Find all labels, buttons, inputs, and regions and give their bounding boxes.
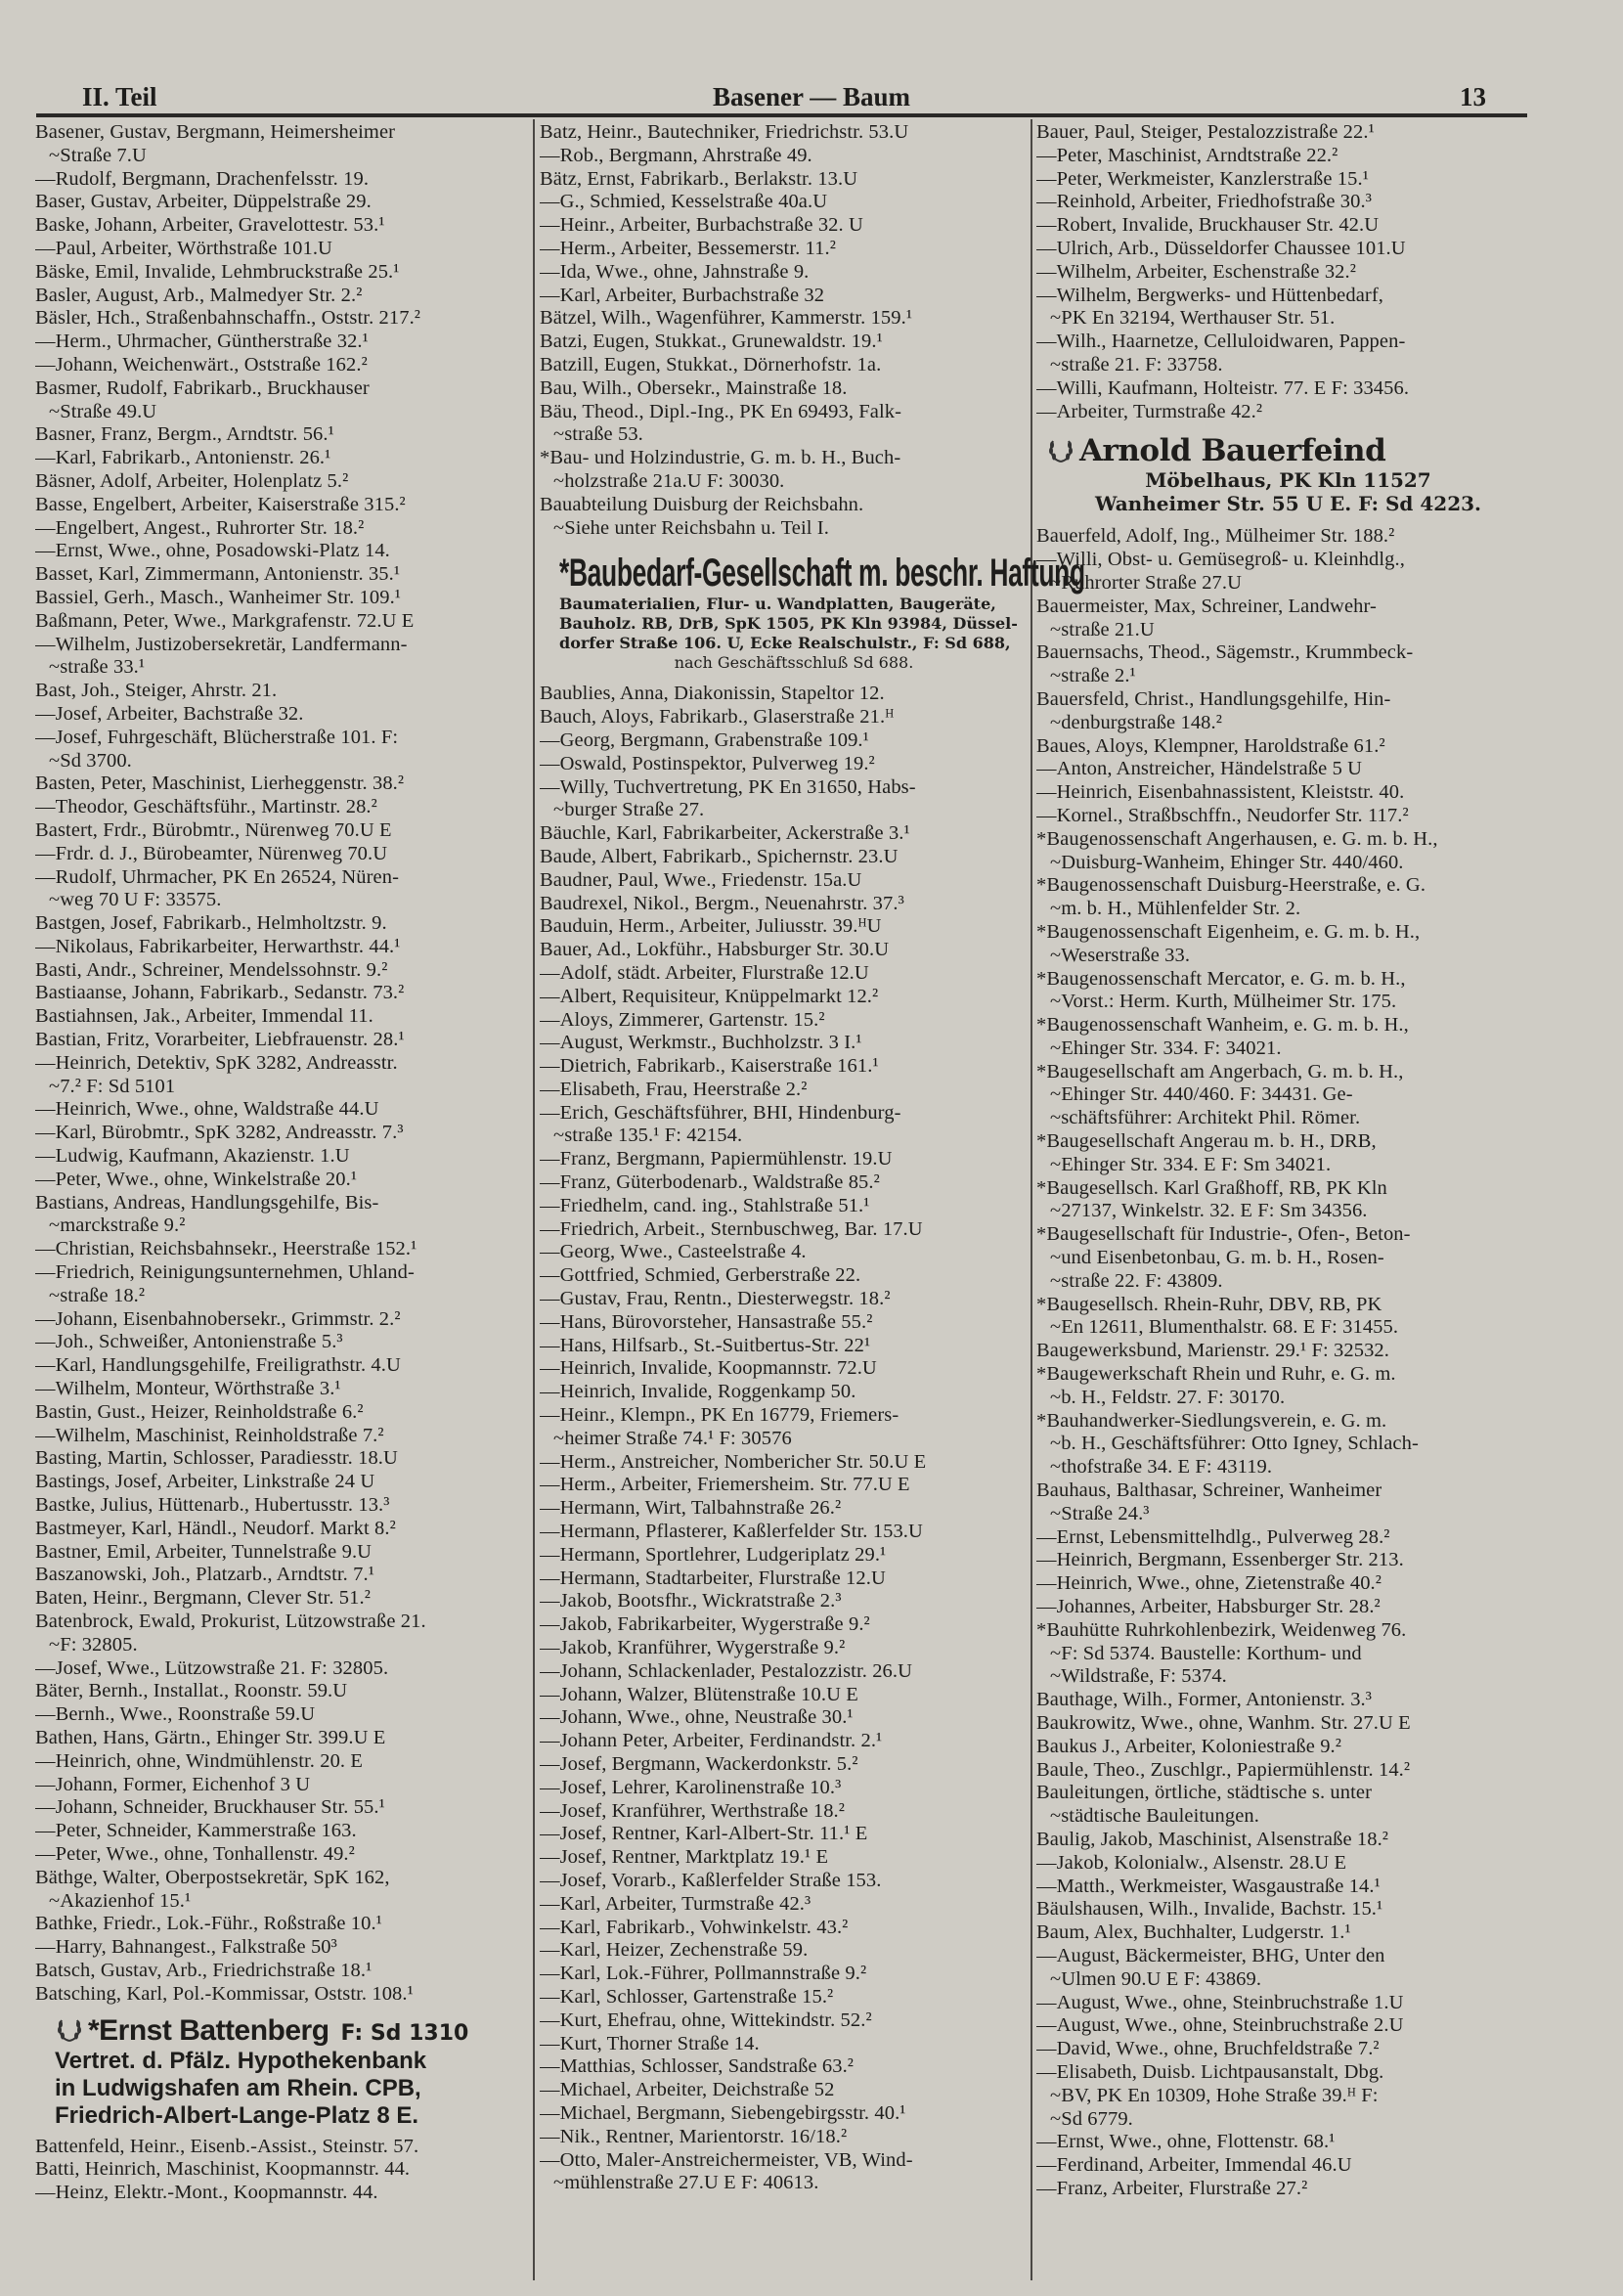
directory-entry: *Baugenossenschaft Wanheim, e. G. m. b. H., — [1036, 1014, 1409, 1037]
directory-entry: —Nik., Rentner, Marientorstr. 16/18.² — [540, 2125, 848, 2147]
directory-entry: —Elisabeth, Duisb. Lichtpausanstalt, Dbg. — [1036, 2060, 1384, 2083]
directory-entry: —Franz, Güterbodenarb., Waldstraße 85.² — [540, 1171, 880, 1194]
directory-entry: *Baugenossenschaft Angerhausen, e. G. m. b. H., — [1036, 827, 1438, 850]
directory-entry: Baukus J., Arbeiter, Koloniestraße 9.² — [1036, 1735, 1342, 1757]
directory-entry: —Rob., Bergmann, Ahrstraße 49. — [540, 144, 812, 166]
entry-continuation: ~Duisburg-Wanheim, Ehinger Str. 440/460. — [1050, 851, 1404, 873]
directory-entry: —Engelbert, Angest., Ruhrorter Str. 18.² — [35, 516, 365, 539]
ad-title: Arnold Bauerfeind — [1079, 433, 1386, 469]
directory-entry: —Hermann, Stadtarbeiter, Flurstraße 12.U — [540, 1567, 886, 1589]
ad-text-line: Friedrich-Albert-Lange-Platz 8 E. — [55, 2101, 419, 2129]
directory-entry: Basener, Gustav, Bergmann, Heimersheimer — [35, 121, 396, 143]
directory-entry: —Josef, Lehrer, Karolinenstraße 10.³ — [540, 1776, 842, 1798]
directory-entry: —Franz, Bergmann, Papiermühlenstr. 19.U — [540, 1148, 893, 1170]
directory-entry: —Rudolf, Bergmann, Drachenfelsstr. 19. — [35, 167, 370, 190]
directory-entry: Bastner, Emil, Arbeiter, Tunnelstraße 9.U — [35, 1540, 373, 1563]
directory-entry: —Herm., Anstreicher, Nombericher Str. 50.U E — [540, 1450, 927, 1473]
directory-entry: —Friedrich, Reinigungsunternehmen, Uhland- — [35, 1261, 415, 1284]
directory-entry: —Peter, Wwe., ohne, Winkelstraße 20.¹ — [35, 1168, 358, 1190]
entry-continuation: ~BV, PK En 10309, Hohe Straße 39.ᴴ F: — [1050, 2084, 1379, 2106]
ad-title-row — [1046, 433, 1530, 468]
directory-entry: Baum, Alex, Buchhalter, Ludgerstr. 1.¹ — [1036, 1921, 1351, 1944]
directory-entry: —Friedhelm, cand. ing., Stahlstraße 51.¹ — [540, 1194, 870, 1216]
directory-entry: Bastiahnsen, Jak., Arbeiter, Immendal 11. — [35, 1005, 373, 1028]
ad-phone: F: Sd 1310 — [340, 2020, 469, 2046]
column-3 — [1036, 121, 1530, 2201]
directory-entry: —Ulrich, Arb., Düsseldorfer Chaussee 101.U — [1036, 237, 1406, 259]
entry-continuation: ~Ehinger Str. 440/460. F: 34431. Ge- — [1050, 1083, 1353, 1106]
ad-text-line: Möbelhaus, PK Kln 11527 — [1145, 468, 1431, 493]
entry-continuation: ~b. H., Geschäftsführer: Otto Igney, Schlach- — [1050, 1433, 1419, 1455]
directory-entry: —Karl, Heizer, Zechenstraße 59. — [540, 1939, 809, 1962]
directory-entry: Battenfeld, Heinr., Eisenb.-Assist., Steinstr. 57. — [35, 2135, 419, 2157]
wreath-icon — [55, 2014, 84, 2044]
directory-entry: Baukrowitz, Wwe., ohne, Wanhm. Str. 27.U E — [1036, 1712, 1411, 1734]
directory-entry: Bauch, Aloys, Fabrikarb., Glaserstraße 21.ᴴ — [540, 706, 895, 729]
directory-entry: —Jakob, Bootsfhr., Wickratstraße 2.³ — [540, 1590, 842, 1612]
entry-continuation: ~PK En 32194, Werthauser Str. 51. — [1050, 307, 1336, 330]
directory-entry: Baulig, Jakob, Maschinist, Alsenstraße 18.² — [1036, 1828, 1389, 1850]
directory-entry: —Ernst, Wwe., ohne, Flottenstr. 68.¹ — [1036, 2131, 1336, 2153]
directory-entry: Bäulshausen, Wilh., Invalide, Bachstr. 15.¹ — [1036, 1898, 1383, 1921]
directory-entry: Bastmeyer, Karl, Händl., Neudorf. Markt 8.² — [35, 1517, 396, 1539]
directory-entry: —Kornel., Straßbschffn., Neudorfer Str. 117.² — [1036, 804, 1409, 826]
directory-entry: Baude, Albert, Fabrikarb., Spichernstr. 23.U — [540, 845, 899, 867]
directory-entry: —Ferdinand, Arbeiter, Immendal 46.U — [1036, 2154, 1352, 2177]
directory-entry: *Baugesellschaft Angerau m. b. H., DRB, — [1036, 1130, 1377, 1153]
directory-entry: —Karl, Fabrikarb., Vohwinkelstr. 43.² — [540, 1916, 849, 1938]
entry-continuation: ~Akazienhof 15.¹ — [49, 1889, 192, 1912]
directory-entry: —August, Bäckermeister, BHG, Unter den — [1036, 1944, 1385, 1966]
entry-continuation: ~und Eisenbetonbau, G. m. b. H., Rosen- — [1050, 1247, 1384, 1269]
entry-continuation: ~denburgstraße 148.² — [1050, 711, 1222, 733]
directory-entry: Bauermeister, Max, Schreiner, Landwehr- — [1036, 595, 1377, 617]
ad-text-line: dorfer Straße 106. U, Ecke Realschulstr., F: Sd 688, — [559, 634, 1011, 653]
directory-entry: Bauduin, Herm., Arbeiter, Juliusstr. 39.ᴴU — [540, 915, 882, 938]
header-rule — [36, 113, 1527, 117]
directory-entry: Basmer, Rudolf, Fabrikarb., Bruckhauser — [35, 376, 370, 399]
directory-entry: Bäthge, Walter, Oberpostsekretär, SpK 162, — [35, 1866, 390, 1888]
entry-continuation: ~Weserstraße 33. — [1050, 944, 1191, 966]
directory-entry: Bäter, Bernh., Installat., Roonstr. 59.U — [35, 1680, 348, 1702]
directory-entry: Baudrexel, Nikol., Bergm., Neuenahrstr. 37.³ — [540, 892, 904, 914]
directory-entry: Bauabteilung Duisburg der Reichsbahn. — [540, 493, 864, 515]
entry-continuation: ~burger Straße 27. — [553, 799, 705, 821]
directory-entry: —Peter, Maschinist, Arndtstraße 22.² — [1036, 144, 1338, 166]
directory-entry: Baßmann, Peter, Wwe., Markgrafenstr. 72.U E — [35, 609, 415, 632]
entry-continuation: ~weg 70 U F: 33575. — [49, 889, 222, 911]
entry-continuation: ~Straße 7.U — [49, 144, 147, 166]
directory-entry: —August, Werkmstr., Buchholzstr. 3 I.¹ — [540, 1032, 862, 1054]
entry-continuation: ~marckstraße 9.² — [49, 1214, 186, 1237]
directory-entry: —Otto, Maler-Anstreichermeister, VB, Wind- — [540, 2148, 913, 2171]
directory-entry: —Dietrich, Fabrikarb., Kaiserstraße 161.¹ — [540, 1055, 879, 1078]
ad-text-line: Bauholz. RB, DrB, SpK 1505, PK Kln 93984, Düssel- — [559, 614, 1018, 634]
directory-entry: —Herm., Arbeiter, Friemersheim. Str. 77.U E — [540, 1474, 910, 1496]
ad-text-line: Baumaterialien, Flur- u. Wandplatten, Baugeräte, — [559, 595, 996, 614]
directory-entry: Bätz, Ernst, Fabrikarb., Berlakstr. 13.U — [540, 167, 858, 190]
entry-continuation: ~straße 2.¹ — [1050, 665, 1136, 687]
directory-entry: —Heinrich, Eisenbahnassistent, Kleiststr. 40. — [1036, 781, 1405, 804]
entry-continuation: ~Wildstraße, F: 5374. — [1050, 1665, 1227, 1688]
entry-continuation: ~Straße 49.U — [49, 400, 157, 422]
entry-continuation: ~straße 22. F: 43809. — [1050, 1269, 1223, 1292]
directory-entry: —Kurt, Ehefrau, ohne, Wittekindstr. 52.² — [540, 2009, 872, 2031]
directory-entry: —Johann, Eisenbahnobersekr., Grimmstr. 2.² — [35, 1307, 401, 1330]
directory-entry: —Johann, Walzer, Blütenstraße 10.U E — [540, 1683, 858, 1705]
directory-entry: Bastert, Frdr., Bürobmtr., Nürenweg 70.U E — [35, 818, 392, 841]
directory-entry: Basting, Martin, Schlosser, Paradiesstr. 18.U — [35, 1447, 398, 1470]
directory-entry: —Hans, Bürovorsteher, Hansastraße 55.² — [540, 1310, 873, 1333]
directory-entry: —Theodor, Geschäftsführ., Martinstr. 28.² — [35, 796, 377, 818]
directory-entry: —Hermann, Pflasterer, Kaßlerfelder Str. 153.U — [540, 1521, 923, 1543]
entry-continuation: ~mühlenstraße 27.U E F: 40613. — [553, 2172, 819, 2194]
directory-entry: —Peter, Werkmeister, Kanzlerstraße 15.¹ — [1036, 167, 1369, 190]
directory-entry: —Michael, Arbeiter, Deichstraße 52 — [540, 2079, 835, 2101]
directory-entry: —Karl, Arbeiter, Turmstraße 42.³ — [540, 1892, 812, 1915]
entry-continuation: ~Siehe unter Reichsbahn u. Teil I. — [553, 516, 829, 539]
directory-entry: Baublies, Anna, Diakonissin, Stapeltor 12. — [540, 683, 885, 705]
ad-text-line: Wanheimer Str. 55 U E. F: Sd 4223. — [1095, 492, 1481, 516]
entry-continuation: ~straße 18.² — [49, 1284, 146, 1306]
directory-entry: —Josef, Rentner, Marktplatz 19.¹ E — [540, 1846, 829, 1869]
directory-entry: —Ernst, Wwe., ohne, Posadowski-Platz 14. — [35, 540, 390, 562]
directory-entry: —Wilh., Haarnetze, Celluloidwaren, Pappen- — [1036, 331, 1406, 353]
directory-entry: Batsching, Karl, Pol.-Kommissar, Oststr. 108.¹ — [35, 1982, 414, 2005]
directory-entry: —Frdr. d. J., Bürobeamter, Nürenweg 70.U — [35, 842, 388, 864]
directory-entry: —Albert, Requisiteur, Knüppelmarkt 12.² — [540, 985, 879, 1007]
directory-entry: —Wilhelm, Arbeiter, Eschenstraße 32.² — [1036, 260, 1356, 283]
directory-entry: *Baugenossenschaft Mercator, e. G. m. b. H., — [1036, 967, 1406, 990]
directory-entry: Bauernsachs, Theod., Sägemstr., Krummbeck- — [1036, 641, 1414, 664]
directory-entry: —Karl, Schlosser, Gartenstraße 15.² — [540, 1985, 834, 2008]
directory-entry: —Johann, Weichenwärt., Oststraße 162.² — [35, 353, 368, 375]
part-label: II. Teil — [82, 82, 157, 111]
directory-entry: Batzi, Eugen, Stukkat., Grunewaldstr. 19.¹ — [540, 331, 883, 353]
directory-entry: —Heinrich, Bergmann, Essenberger Str. 213. — [1036, 1549, 1404, 1571]
column-divider — [1031, 119, 1032, 2280]
directory-entry: Batz, Heinr., Bautechniker, Friedrichstr. 53.U — [540, 121, 909, 143]
directory-entry: Baten, Heinr., Bergmann, Clever Str. 51.² — [35, 1587, 371, 1610]
directory-entry: —Adolf, städt. Arbeiter, Flurstraße 12.U — [540, 961, 869, 984]
entry-continuation: ~Vorst.: Herm. Kurth, Mülheimer Str. 175. — [1050, 991, 1397, 1013]
directory-entry: *Baugesellschaft für Industrie-, Ofen-, Beton- — [1036, 1223, 1411, 1246]
entry-continuation: ~F: Sd 5374. Baustelle: Korthum- und — [1050, 1642, 1362, 1664]
directory-entry: Basse, Engelbert, Arbeiter, Kaiserstraße 315.² — [35, 493, 406, 515]
directory-entry: Bauleitungen, örtliche, städtische s. unter — [1036, 1782, 1373, 1804]
entry-continuation: ~m. b. H., Mühlenfelder Str. 2. — [1050, 898, 1301, 920]
baubedarf-advertisement — [540, 540, 1085, 683]
entry-continuation: ~Ehinger Str. 334. F: 34021. — [1050, 1037, 1282, 1059]
directory-entry: —Hermann, Sportlehrer, Ludgeriplatz 29.¹ — [540, 1543, 887, 1566]
ad-footer: nach Geschäftsschluß Sd 688. — [674, 653, 914, 673]
directory-entry: —Matth., Werkmeister, Wasgaustraße 14.¹ — [1036, 1875, 1381, 1897]
directory-entry: —Peter, Schneider, Kammerstraße 163. — [35, 1820, 357, 1842]
directory-entry: —Harry, Bahnangest., Falkstraße 50³ — [35, 1936, 337, 1959]
directory-entry: —Johann, Schneider, Bruckhauser Str. 55.¹ — [35, 1796, 385, 1819]
entry-continuation: ~Straße 24.³ — [1050, 1502, 1150, 1524]
directory-entry: —Jakob, Kolonialw., Alsenstr. 28.U E — [1036, 1851, 1347, 1874]
entry-continuation: ~27137, Winkelstr. 32. E F: Sm 34356. — [1050, 1200, 1368, 1222]
entry-continuation: ~Ruhrorter Straße 27.U — [1050, 571, 1243, 594]
directory-entry: —Paul, Arbeiter, Wörthstraße 101.U — [35, 237, 332, 259]
directory-entry: —Herm., Arbeiter, Bessemerstr. 11.² — [540, 237, 836, 259]
ad-text-line: Vertret. d. Pfälz. Hypothekenbank — [55, 2047, 427, 2074]
directory-entry: Bäske, Emil, Invalide, Lehmbruckstraße 25.¹ — [35, 260, 400, 283]
battenberg-advertisement — [35, 2007, 529, 2136]
directory-entry: —Jakob, Kranführer, Wygerstraße 9.² — [540, 1637, 846, 1659]
directory-entry: *Bauhütte Ruhrkohlenbezirk, Weidenweg 76. — [1036, 1618, 1407, 1641]
directory-entry: —Aloys, Zimmerer, Gartenstr. 15.² — [540, 1008, 825, 1031]
directory-entry: Batzill, Eugen, Stukkat., Dörnerhofstr. 1a. — [540, 353, 882, 375]
directory-entry: —Wilhelm, Justizobersekretär, Landfermann- — [35, 633, 408, 655]
entry-continuation: ~F: 32805. — [49, 1633, 138, 1656]
directory-entry: —Josef, Arbeiter, Bachstraße 32. — [35, 702, 304, 725]
directory-entry: Bassiel, Gerh., Masch., Wanheimer Str. 109.¹ — [35, 586, 402, 608]
directory-entry: —Karl, Lok.-Führer, Pollmannstraße 9.² — [540, 1963, 867, 1985]
directory-entry: Batti, Heinrich, Maschinist, Koopmannstr. 44. — [35, 2158, 411, 2181]
directory-entry: Bau, Wilh., Obersekr., Mainstraße 18. — [540, 376, 848, 399]
directory-entry: —Ida, Wwe., ohne, Jahnstraße 9. — [540, 260, 810, 283]
ad-title-row — [55, 2014, 529, 2048]
directory-entry: —Heinrich, Invalide, Koopmannstr. 72.U — [540, 1357, 877, 1380]
directory-entry: Basler, August, Arb., Malmedyer Str. 2.² — [35, 284, 363, 306]
directory-entry: *Bauhandwerker-Siedlungsverein, e. G. m. — [1036, 1409, 1387, 1432]
directory-entry: —Matthias, Schlosser, Sandstraße 63.² — [540, 2055, 855, 2078]
directory-entry: —Arbeiter, Turmstraße 42.² — [1036, 400, 1263, 422]
directory-entry: —Heinr., Arbeiter, Burbachstraße 32. U — [540, 214, 863, 237]
directory-entry: Bauer, Paul, Steiger, Pestalozzistraße 22.¹ — [1036, 121, 1375, 143]
directory-entry: Bauersfeld, Christ., Handlungsgehilfe, Hin- — [1036, 687, 1391, 710]
directory-entry: Bast, Joh., Steiger, Ahrstr. 21. — [35, 680, 278, 702]
directory-entry: —Karl, Handlungsgehilfe, Freiligrathstr. 4.U — [35, 1354, 401, 1377]
directory-entry: Bastians, Andreas, Handlungsgehilfe, Bis- — [35, 1191, 379, 1214]
directory-entry: Baudner, Paul, Wwe., Friedenstr. 15a.U — [540, 868, 862, 891]
directory-entry: Basset, Karl, Zimmermann, Antonienstr. 35.¹ — [35, 563, 401, 586]
directory-entry: —Rudolf, Uhrmacher, PK En 26524, Nüren- — [35, 865, 400, 888]
directory-entry: —Elisabeth, Frau, Heerstraße 2.² — [540, 1078, 808, 1100]
directory-entry: —Johann Peter, Arbeiter, Ferdinandstr. 2.¹ — [540, 1730, 883, 1752]
directory-entry: Bätzel, Wilh., Wagenführer, Kammerstr. 159.¹ — [540, 307, 913, 330]
ad-title: *Baubedarf-Gesellschaft m. beschr. Haftung — [559, 552, 1085, 596]
entry-continuation: ~städtische Bauleitungen. — [1050, 1805, 1259, 1828]
entry-continuation: ~Sd 6779. — [1050, 2107, 1133, 2130]
column-divider — [533, 119, 535, 2280]
directory-entry: Bastiaanse, Johann, Fabrikarb., Sedanstr. 73.² — [35, 982, 405, 1004]
directory-entry: —Heinrich, Wwe., ohne, Waldstraße 44.U — [35, 1098, 379, 1121]
directory-entry: —Georg, Wwe., Casteelstraße 4. — [540, 1241, 807, 1263]
directory-entry: —Willy, Tuchvertretung, PK En 31650, Habs- — [540, 775, 916, 798]
entry-continuation: ~b. H., Feldstr. 27. F: 30170. — [1050, 1386, 1286, 1408]
directory-entry: Bathke, Friedr., Lok.-Führ., Roßstraße 10.¹ — [35, 1913, 382, 1935]
directory-entry: Baszanowski, Joh., Platzarb., Arndtstr. 7.¹ — [35, 1564, 374, 1586]
directory-entry: Batenbrock, Ewald, Prokurist, Lützowstraße 21. — [35, 1611, 426, 1632]
directory-entry: —Willi, Obst- u. Gemüsegroß- u. Kleinhdlg., — [1036, 549, 1405, 571]
directory-entry: —Karl, Arbeiter, Burbachstraße 32 — [540, 284, 825, 306]
directory-entry: —Heinr., Klempn., PK En 16779, Friemers- — [540, 1404, 899, 1427]
directory-entry: —Johannes, Arbeiter, Habsburger Str. 28.² — [1036, 1596, 1381, 1618]
column-1 — [35, 121, 529, 2205]
directory-entry: Basten, Peter, Maschinist, Lierheggenstr. 38.² — [35, 773, 405, 795]
entry-continuation: ~straße 21.U — [1050, 618, 1155, 640]
directory-entry: —Heinrich, ohne, Windmühlenstr. 20. E — [35, 1749, 364, 1772]
directory-entry: —Robert, Invalide, Bruckhauser Str. 42.U — [1036, 214, 1380, 237]
directory-entry: —Herm., Uhrmacher, Güntherstraße 32.¹ — [35, 331, 369, 353]
directory-entry: —August, Wwe., ohne, Steinbruchstraße 2.U — [1036, 2014, 1404, 2037]
directory-entry: —Gottfried, Schmied, Gerberstraße 22. — [540, 1264, 861, 1287]
directory-entry: —Heinz, Elektr.-Mont., Koopmannstr. 44. — [35, 2182, 378, 2204]
directory-entry: —Jakob, Fabrikarbeiter, Wygerstraße 9.² — [540, 1613, 870, 1636]
directory-entry: —August, Wwe., ohne, Steinbruchstraße 1.U — [1036, 1991, 1404, 2013]
directory-entry: Bäsler, Hch., Straßenbahnschaffn., Oststr. 217.² — [35, 307, 421, 330]
directory-entry: *Bau- und Holzindustrie, G. m. b. H., Buch- — [540, 447, 901, 469]
entry-continuation: ~straße 33.¹ — [49, 656, 146, 679]
directory-entry: Bäuchle, Karl, Fabrikarbeiter, Ackerstraße 3.¹ — [540, 822, 910, 845]
directory-entry: *Baugesellschaft am Angerbach, G. m. b. H., — [1036, 1060, 1404, 1082]
entry-continuation: ~En 12611, Blumenthalstr. 68. E F: 31455. — [1050, 1316, 1399, 1339]
directory-entry: —Heinrich, Wwe., ohne, Zietenstraße 40.² — [1036, 1572, 1382, 1595]
directory-entry: —Georg, Bergmann, Grabenstraße 109.¹ — [540, 729, 869, 751]
bauerfeind-advertisement — [1036, 423, 1530, 525]
directory-entry: —Josef, Vorarb., Kaßlerfelder Straße 153. — [540, 1869, 882, 1891]
directory-entry: *Baugenossenschaft Eigenheim, e. G. m. b. H., — [1036, 920, 1421, 943]
directory-entry: —Kurt, Thorner Straße 14. — [540, 2032, 760, 2054]
directory-entry: —Heinrich, Detektiv, SpK 3282, Andreasstr. — [35, 1051, 398, 1074]
directory-entry: Baser, Gustav, Arbeiter, Düppelstraße 29. — [35, 191, 372, 213]
directory-entry: Baske, Johann, Arbeiter, Gravelottestr. 53.¹ — [35, 214, 385, 237]
directory-entry: —Hermann, Wirt, Talbahnstraße 26.² — [540, 1497, 842, 1520]
entry-continuation: ~straße 21. F: 33758. — [1050, 353, 1223, 375]
directory-entry: Baues, Aloys, Klempner, Haroldstraße 61.² — [1036, 734, 1385, 757]
directory-entry: Bauerfeld, Adolf, Ing., Mülheimer Str. 188.² — [1036, 525, 1395, 548]
directory-entry: Bathen, Hans, Gärtn., Ehinger Str. 399.U E — [35, 1726, 386, 1748]
running-head: Basener — Baum — [712, 82, 910, 111]
directory-entry: —Josef, Kranführer, Werthstraße 18.² — [540, 1799, 846, 1822]
directory-entry: Bastin, Gust., Heizer, Reinholdstraße 6.² — [35, 1400, 364, 1423]
directory-entry: Baugewerksbund, Marienstr. 29.¹ F: 32532. — [1036, 1340, 1389, 1362]
directory-entry: Baule, Theo., Zuschlgr., Papiermühlenstr. 14.² — [1036, 1758, 1411, 1781]
directory-entry: —Wilhelm, Monteur, Wörthstraße 3.¹ — [35, 1378, 341, 1400]
directory-entry: —Erich, Geschäftsführer, BHI, Hindenburg- — [540, 1101, 901, 1124]
directory-entry: —Franz, Arbeiter, Flurstraße 27.² — [1036, 2177, 1308, 2199]
directory-entry: —Anton, Anstreicher, Händelstraße 5 U — [1036, 758, 1363, 780]
directory-entry: Basti, Andr., Schreiner, Mendelssohnstr. 9.² — [35, 958, 388, 981]
directory-entry: —Wilhelm, Bergwerks- und Hüttenbedarf, — [1036, 284, 1383, 306]
directory-entry: —Josef, Wwe., Lützowstraße 21. F: 32805. — [35, 1656, 389, 1679]
directory-entry: —Karl, Fabrikarb., Antonienstr. 26.¹ — [35, 447, 331, 469]
directory-entry: —Hans, Hilfsarb., St.-Suitbertus-Str. 22¹ — [540, 1334, 871, 1356]
directory-entry: —Johann, Wwe., ohne, Neustraße 30.¹ — [540, 1706, 854, 1729]
directory-entry: Bauhaus, Balthasar, Schreiner, Wanheimer — [1036, 1479, 1382, 1502]
directory-entry: —Wilhelm, Maschinist, Reinholdstraße 7.² — [35, 1424, 384, 1446]
directory-entry: —Josef, Rentner, Karl-Albert-Str. 11.¹ E — [540, 1823, 868, 1845]
directory-entry: —Oswald, Postinspektor, Pulverweg 19.² — [540, 752, 875, 774]
directory-entry: Bastgen, Josef, Fabrikarb., Helmholtzstr. 9. — [35, 912, 387, 935]
directory-entry: —Heinrich, Invalide, Roggenkamp 50. — [540, 1381, 856, 1403]
entry-continuation: ~7.² F: Sd 5101 — [49, 1075, 176, 1097]
directory-entry: —Josef, Bergmann, Wackerdonkstr. 5.² — [540, 1753, 858, 1775]
entry-continuation: ~straße 53. — [553, 423, 643, 446]
directory-entry: Bauthage, Wilh., Former, Antonienstr. 3.³ — [1036, 1689, 1373, 1711]
directory-entry: —Joh., Schweißer, Antonienstraße 5.³ — [35, 1331, 343, 1353]
entry-continuation: ~holzstraße 21a.U F: 30030. — [553, 469, 785, 492]
directory-entry: —Christian, Reichsbahnsekr., Heerstraße 152.¹ — [35, 1238, 417, 1260]
ad-title: *Ernst Battenberg — [88, 2013, 329, 2047]
directory-entry: —Ludwig, Kaufmann, Akazienstr. 1.U — [35, 1145, 350, 1168]
directory-entry: —Peter, Wwe., ohne, Tonhallenstr. 49.² — [35, 1842, 355, 1865]
directory-entry: —G., Schmied, Kesselstraße 40a.U — [540, 191, 828, 213]
directory-entry: —Johann, Schlackenlader, Pestalozzistr. 26.U — [540, 1659, 913, 1682]
entry-continuation: ~Ulmen 90.U E F: 43869. — [1050, 1967, 1262, 1990]
entry-continuation: ~thofstraße 34. E F: 43119. — [1050, 1456, 1273, 1479]
directory-entry: —Josef, Fuhrgeschäft, Blücherstraße 101. F: — [35, 726, 399, 748]
directory-entry: —Michael, Bergmann, Siebengebirgsstr. 40.¹ — [540, 2101, 906, 2124]
directory-entry: —Ernst, Lebensmittelhdlg., Pulverweg 28.² — [1036, 1525, 1390, 1548]
entry-continuation: ~heimer Straße 74.¹ F: 30576 — [553, 1427, 792, 1449]
directory-entry: —Nikolaus, Fabrikarbeiter, Herwarthstr. 44.¹ — [35, 935, 401, 957]
directory-entry: *Baugesellsch. Karl Graßhoff, RB, PK Kln — [1036, 1176, 1387, 1199]
entry-continuation: ~Sd 3700. — [49, 749, 132, 772]
directory-entry: —Johann, Former, Eichenhof 3 U — [35, 1773, 311, 1795]
directory-entry: Bastings, Josef, Arbeiter, Linkstraße 24 U — [35, 1471, 375, 1493]
directory-entry: —Gustav, Frau, Rentn., Diesterwegstr. 18.² — [540, 1288, 891, 1310]
directory-entry: *Baugenossenschaft Duisburg-Heerstraße, e. G. — [1036, 874, 1426, 897]
column-2 — [540, 121, 1085, 2195]
directory-entry: *Baugesellsch. Rhein-Ruhr, DBV, RB, PK — [1036, 1293, 1382, 1315]
directory-entry: Bauer, Ad., Lokführ., Habsburger Str. 30.U — [540, 939, 890, 961]
directory-entry: Bäsner, Adolf, Arbeiter, Holenplatz 5.² — [35, 469, 349, 492]
entry-continuation: ~schäftsführer: Architekt Phil. Römer. — [1050, 1107, 1361, 1129]
directory-entry: —Bernh., Wwe., Roonstraße 59.U — [35, 1703, 316, 1726]
directory-entry: *Baugewerkschaft Rhein und Ruhr, e. G. m. — [1036, 1363, 1396, 1386]
directory-entry: —Willi, Kaufmann, Holteistr. 77. E F: 33456. — [1036, 376, 1410, 399]
directory-entry: —Karl, Bürobmtr., SpK 3282, Andreasstr. 7.³ — [35, 1122, 404, 1144]
page-number: 13 — [1460, 82, 1486, 111]
directory-entry: Basner, Franz, Bergm., Arndtstr. 56.¹ — [35, 423, 334, 446]
ad-text-line: in Ludwigshafen am Rhein. CPB, — [55, 2074, 421, 2101]
directory-entry: Bastke, Julius, Hüttenarb., Hubertusstr. 13.³ — [35, 1494, 390, 1517]
entry-continuation: ~Ehinger Str. 334. E F: Sm 34021. — [1050, 1153, 1332, 1175]
directory-entry: Bäu, Theod., Dipl.-Ing., PK En 69493, Falk- — [540, 400, 902, 422]
directory-entry: —David, Wwe., ohne, Bruchfeldstraße 7.² — [1036, 2038, 1380, 2060]
wreath-icon — [1046, 435, 1075, 464]
directory-entry: —Reinhold, Arbeiter, Friedhofstraße 30.³ — [1036, 191, 1372, 213]
directory-entry: Bastian, Fritz, Vorarbeiter, Liebfrauenstr. 28.¹ — [35, 1029, 405, 1051]
directory-entry: Batsch, Gustav, Arb., Friedrichstraße 18.¹ — [35, 1959, 373, 1981]
directory-entry: —Friedrich, Arbeit., Sternbuschweg, Bar. 17.U — [540, 1217, 923, 1240]
entry-continuation: ~straße 135.¹ F: 42154. — [553, 1125, 743, 1147]
